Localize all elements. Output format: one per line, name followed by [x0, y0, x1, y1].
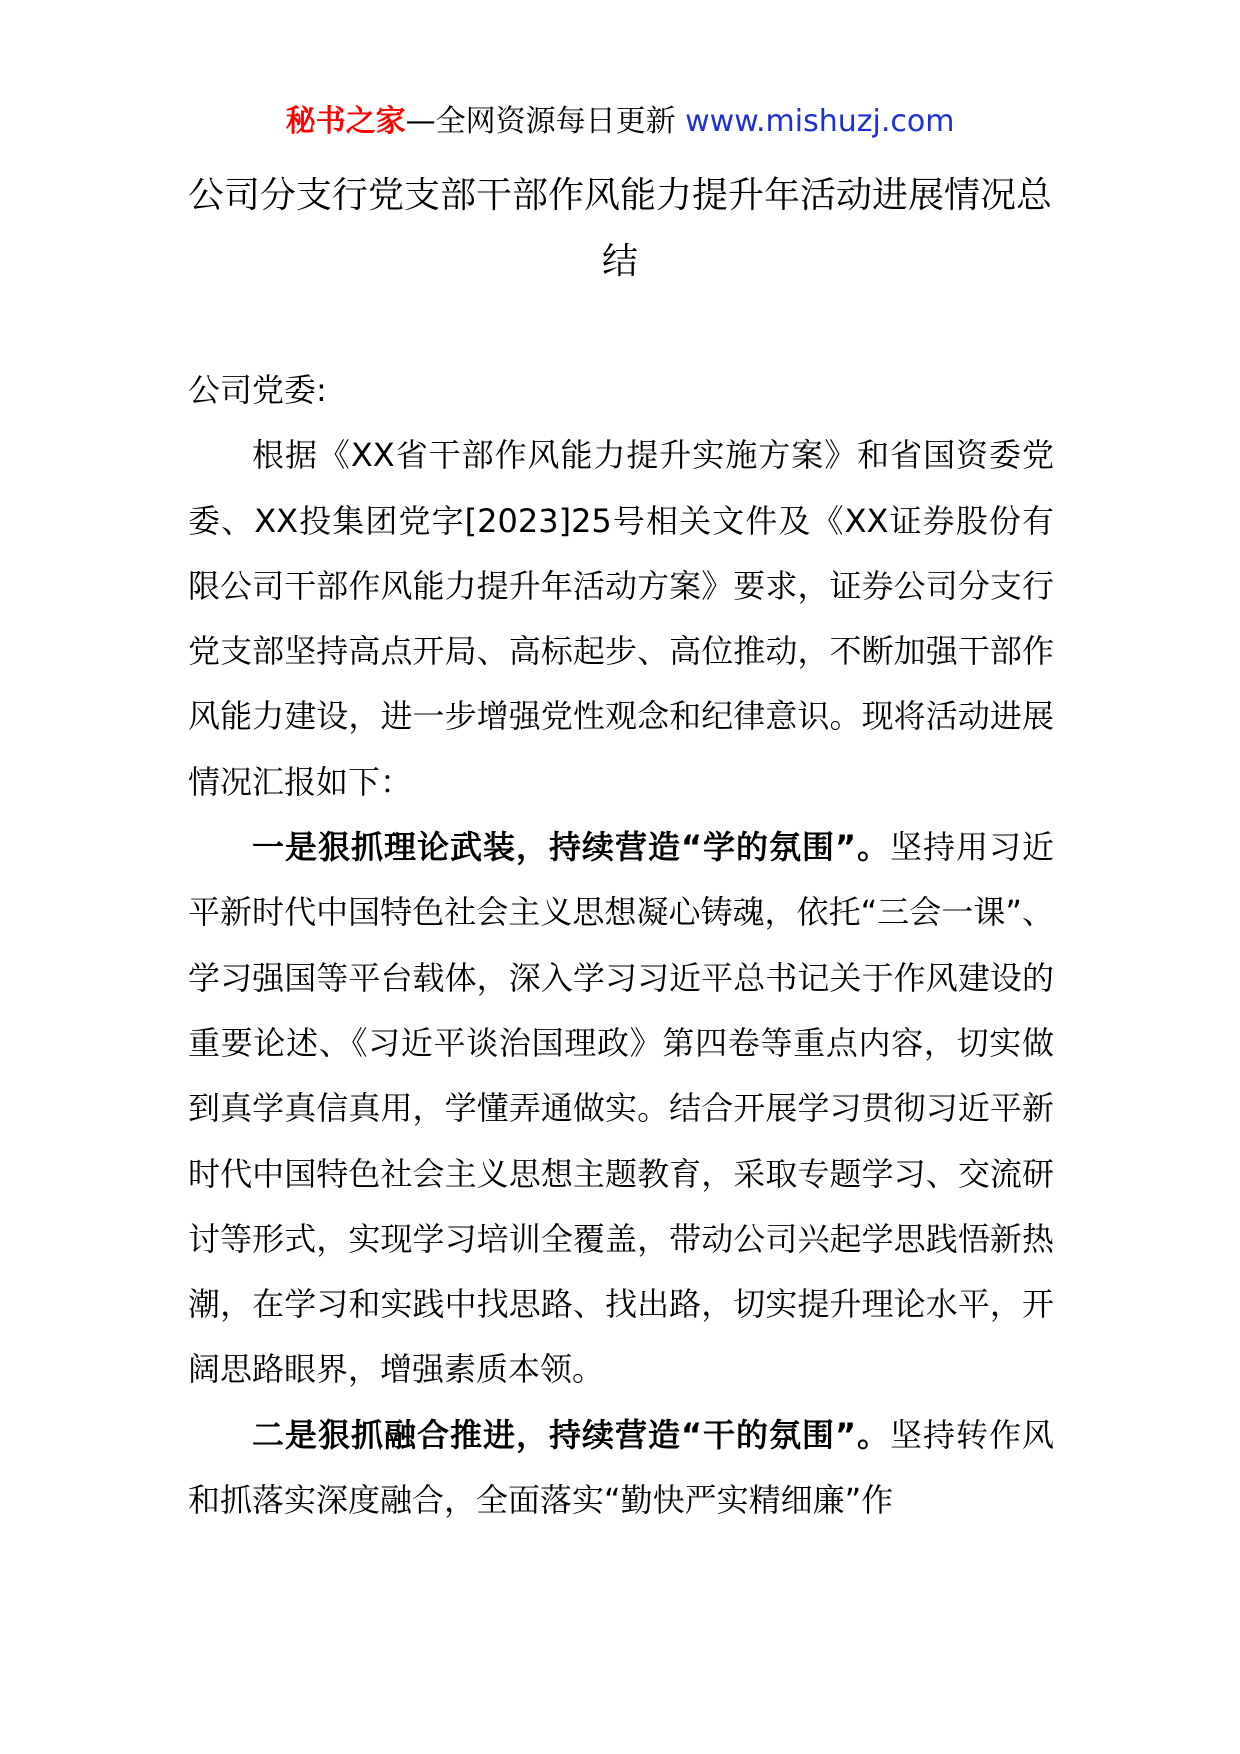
document-body — [188, 358, 1054, 1533]
document-title: 公司分支行党支部干部作风能力提升年活动进展情况总结 — [188, 175, 1053, 282]
paragraph-lead: 二是狠抓融合推进，持续营造“干的氛围”。 — [252, 1415, 890, 1454]
paragraph-text: 坚持转作风和抓落实深度融合，全面落实“勤快严实精细廉”作 — [188, 1415, 1054, 1520]
paragraph-intro — [188, 423, 1054, 815]
watermark-tagline: —全网资源每日更新 — [405, 104, 676, 139]
salutation: 公司党委: — [188, 371, 327, 409]
paragraph-section-2 — [188, 1403, 1054, 1534]
paragraph-section-1 — [188, 815, 1054, 1403]
watermark-brand: 秘书之家 — [285, 104, 406, 139]
site-watermark-header — [0, 100, 1240, 144]
paragraph-text: 根据《XX省干部作风能力提升实施方案》和省国资委党委、XX投集团党字[2023]25号相关文件及《XX证券股份有限公司干部作风能力提升年活动方案》要求，证券公司分支行党支部坚持高点开局、高标起步、高位推动，不断加强干部作风能力建设，进一步增强党性观念和纪律意识。现将活动进展情况汇报如下： — [188, 436, 1054, 801]
watermark-url: www.mishuzj.com — [685, 104, 955, 139]
paragraph-lead: 一是狠抓理论武装，持续营造“学的氛围”。 — [252, 828, 890, 867]
paragraph-text: 坚持用习近平新时代中国特色社会主义思想凝心铸魂，依托“三会一课”、学习强国等平台载体，深入学习习近平总书记关于作风建设的重要论述、《习近平谈治国理政》第四卷等重点内容，切实做到真学真信真用，学懂弄通做实。结合开展学习贯彻习近平新时代中国特色社会主义思想主题教育，采取专题学习、交流研讨等形式，实现学习培训全覆盖，带动公司兴起学思践悟新热潮，在学习和实践中找思路、找出路，切实提升理论水平，开阔思路眼界，增强素质本领。 — [188, 828, 1054, 1389]
